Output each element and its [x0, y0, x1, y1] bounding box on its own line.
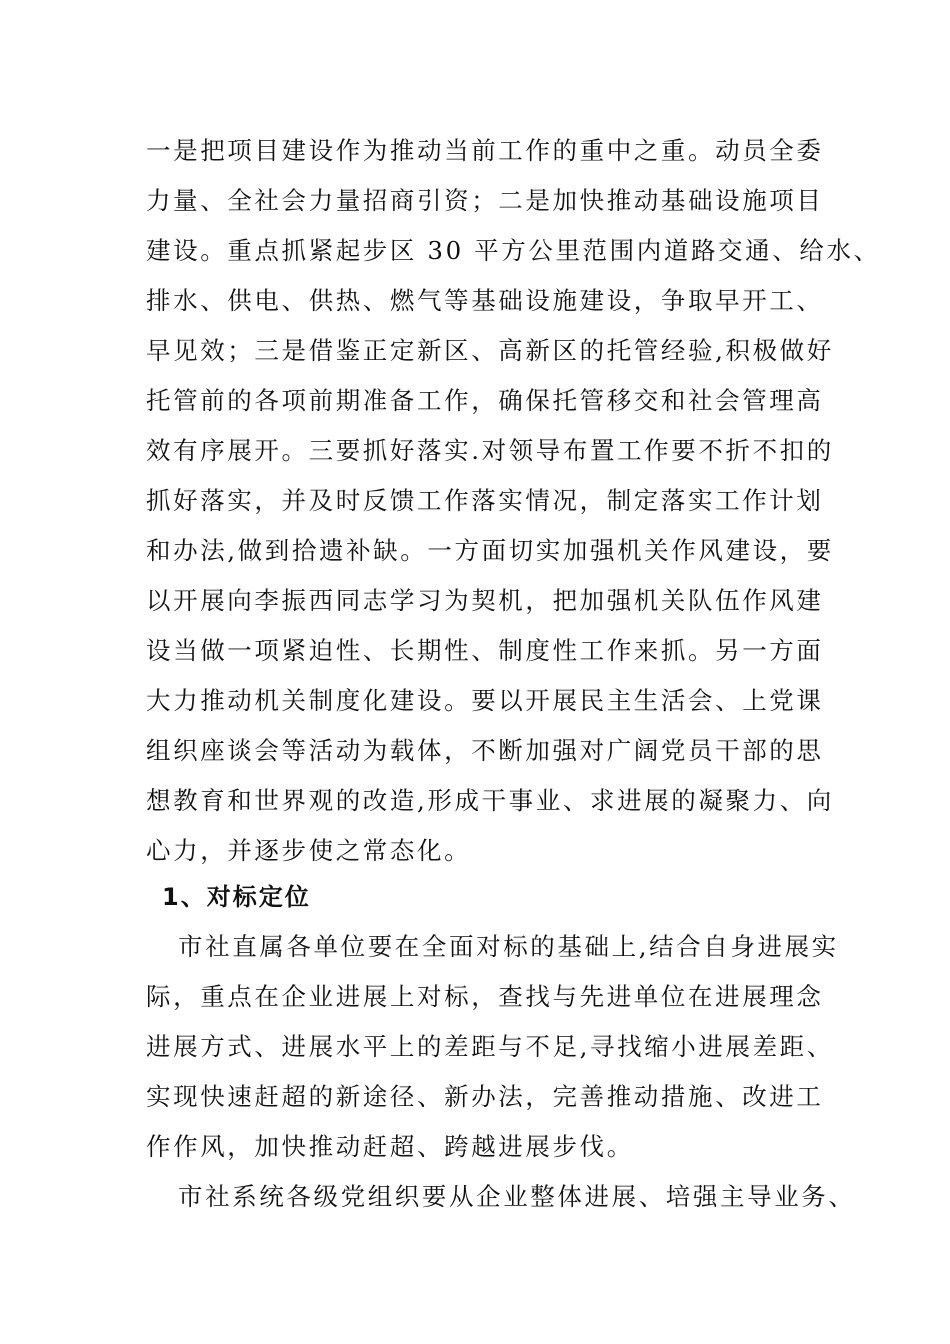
paragraph-line: 心力，并逐步使之常态化。 [146, 836, 472, 865]
paragraph-line: 抓好落实，并及时反馈工作落实情况，制定落实工作计划 [146, 486, 824, 515]
paragraph-line: 排水、供电、供热、燃气等基础设施建设，争取早开工、 [146, 286, 824, 315]
paragraph-line: 以开展向李振西同志学习为契机，把加强机关队伍作风建 [146, 586, 824, 615]
paragraph-line: 作作风，加快推动赶超、跨越进展步伐。 [146, 1132, 634, 1161]
paragraph-line: 一是把项目建设作为推动当前工作的重中之重。动员全委 [146, 136, 824, 165]
paragraph-line: 进展方式、进展水平上的差距与不足,寻找缩小进展差距、 [146, 1032, 834, 1061]
paragraph-line: 和办法,做到拾遗补缺。一方面切实加强机关作风建设，要 [146, 536, 834, 565]
paragraph-line: 组织座谈会等活动为载体，不断加强对广阔党员干部的思 [146, 736, 824, 765]
paragraph-line: 际，重点在企业进展上对标，查找与先进单位在进展理念 [146, 982, 824, 1011]
paragraph-line: 想教育和世界观的改造,形成干事业、求进展的凝聚力、向 [146, 786, 834, 815]
paragraph-line: 市社直属各单位要在全面对标的基础上,结合自身进展实 [178, 932, 839, 961]
paragraph-line: 力量、全社会力量招商引资；二是加快推动基础设施项目 [146, 186, 824, 215]
paragraph-line: 实现快速赶超的新途径、新办法，完善推动措施、改进工 [146, 1082, 824, 1111]
paragraph-line: 早见效；三是借鉴正定新区、高新区的托管经验,积极做好 [146, 336, 834, 365]
paragraph-line: 托管前的各项前期准备工作，确保托管移交和社会管理高 [146, 386, 824, 415]
paragraph-line: 市社系统各级党组织要从企业整体进展、培强主导业务、 [178, 1182, 856, 1211]
paragraph-line: 建设。重点抓紧起步区 30 平方公里范围内道路交通、给水、 [146, 236, 881, 265]
paragraph-line: 大力推动机关制度化建设。要以开展民主生活会、上党课 [146, 686, 824, 715]
section-heading: 1、对标定位 [162, 883, 311, 911]
paragraph-line: 设当做一项紧迫性、长期性、制度性工作来抓。另一方面 [146, 636, 824, 665]
paragraph-line: 效有序展开。三要抓好落实.对领导布置工作要不折不扣的 [146, 436, 834, 465]
